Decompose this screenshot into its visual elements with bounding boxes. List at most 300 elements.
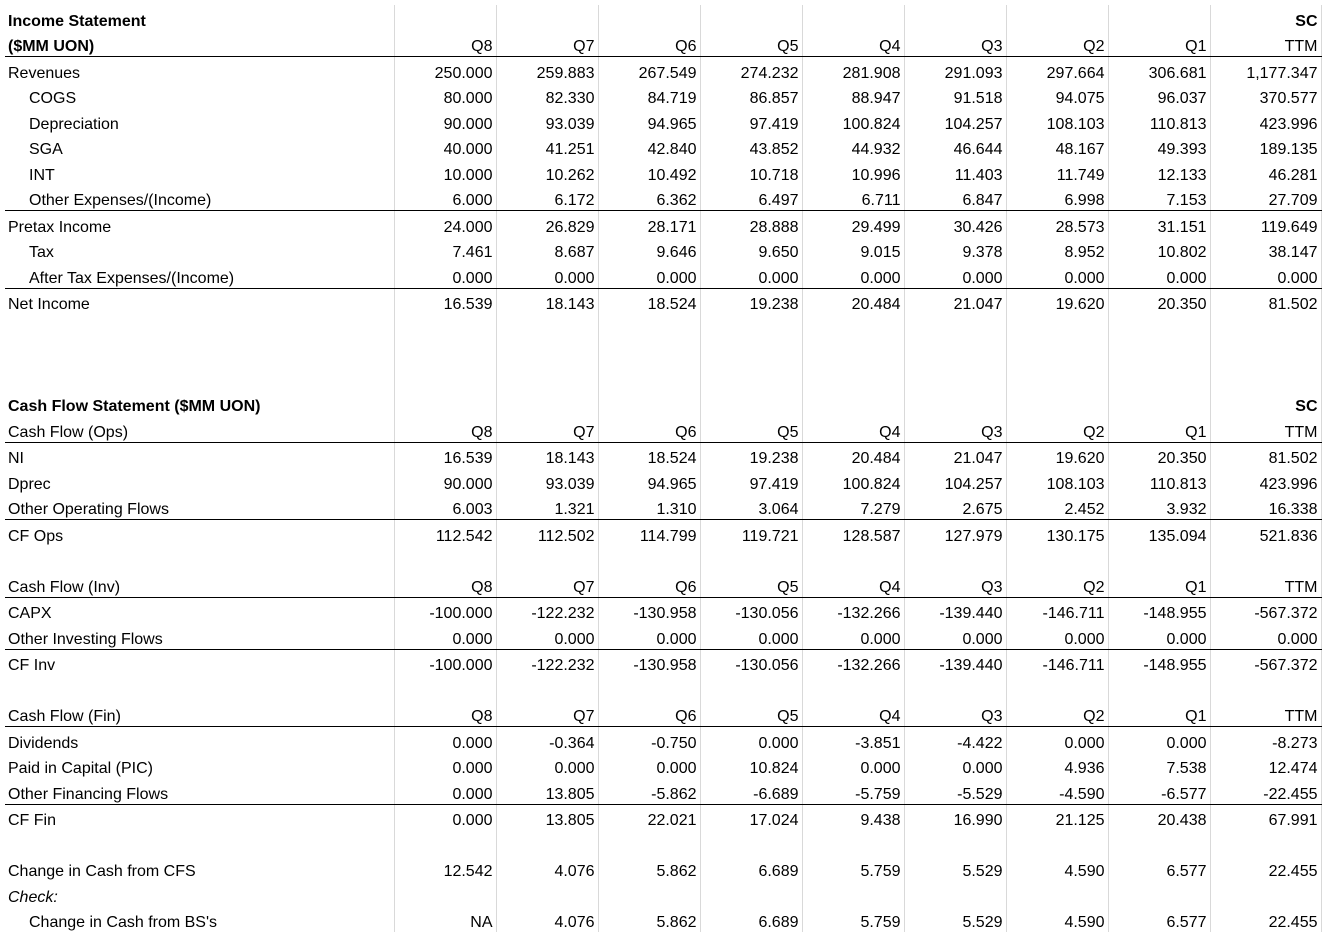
value-cell[interactable]: 128.587 bbox=[802, 520, 904, 546]
column-header[interactable]: Q2 bbox=[1006, 31, 1108, 57]
value-cell[interactable]: 20.484 bbox=[802, 288, 904, 314]
column-header[interactable]: TTM bbox=[1210, 571, 1321, 597]
value-cell[interactable]: 10.000 bbox=[394, 159, 496, 185]
value-cell[interactable]: 67.991 bbox=[1210, 804, 1321, 830]
value-cell[interactable]: 0.000 bbox=[1108, 623, 1210, 649]
value-cell[interactable]: -8.273 bbox=[1210, 727, 1321, 753]
column-header[interactable]: Q1 bbox=[1108, 571, 1210, 597]
value-cell[interactable]: 0.000 bbox=[496, 623, 598, 649]
column-header[interactable]: TTM bbox=[1210, 416, 1321, 442]
empty-cell[interactable] bbox=[700, 340, 802, 366]
empty-cell[interactable] bbox=[700, 5, 802, 31]
row-label[interactable]: INT bbox=[5, 159, 394, 185]
row-label[interactable]: CF Inv bbox=[5, 649, 394, 675]
value-cell[interactable]: 6.711 bbox=[802, 185, 904, 211]
row-label[interactable]: Revenues bbox=[5, 57, 394, 83]
column-header[interactable]: Q6 bbox=[598, 416, 700, 442]
value-cell[interactable]: -5.759 bbox=[802, 778, 904, 804]
value-cell[interactable]: 6.497 bbox=[700, 185, 802, 211]
empty-cell[interactable] bbox=[700, 391, 802, 417]
value-cell[interactable]: 40.000 bbox=[394, 134, 496, 160]
value-cell[interactable]: 20.438 bbox=[1108, 804, 1210, 830]
column-header[interactable]: Q4 bbox=[802, 416, 904, 442]
value-cell[interactable]: 112.542 bbox=[394, 520, 496, 546]
value-cell[interactable]: 250.000 bbox=[394, 57, 496, 83]
empty-cell[interactable] bbox=[1108, 365, 1210, 391]
value-cell[interactable]: 90.000 bbox=[394, 468, 496, 494]
empty-cell[interactable] bbox=[496, 881, 598, 907]
value-cell[interactable]: 6.003 bbox=[394, 494, 496, 520]
empty-cell[interactable] bbox=[802, 314, 904, 340]
value-cell[interactable]: 18.143 bbox=[496, 288, 598, 314]
value-cell[interactable]: -22.455 bbox=[1210, 778, 1321, 804]
value-cell[interactable]: 104.257 bbox=[904, 468, 1006, 494]
row-label[interactable]: Other Financing Flows bbox=[5, 778, 394, 804]
row-label[interactable]: SGA bbox=[5, 134, 394, 160]
value-cell[interactable]: 306.681 bbox=[1108, 57, 1210, 83]
value-cell[interactable]: 370.577 bbox=[1210, 83, 1321, 109]
value-cell[interactable]: 2.675 bbox=[904, 494, 1006, 520]
value-cell[interactable]: 104.257 bbox=[904, 108, 1006, 134]
empty-cell[interactable] bbox=[904, 365, 1006, 391]
empty-cell[interactable] bbox=[496, 675, 598, 701]
empty-cell[interactable] bbox=[1210, 340, 1321, 366]
value-cell[interactable]: 108.103 bbox=[1006, 468, 1108, 494]
empty-cell[interactable] bbox=[1210, 546, 1321, 572]
value-cell[interactable]: 4.590 bbox=[1006, 856, 1108, 882]
row-label[interactable]: CAPX bbox=[5, 597, 394, 623]
value-cell[interactable]: 7.538 bbox=[1108, 753, 1210, 779]
value-cell[interactable]: 110.813 bbox=[1108, 108, 1210, 134]
value-cell[interactable]: 0.000 bbox=[802, 753, 904, 779]
empty-cell[interactable] bbox=[1006, 675, 1108, 701]
value-cell[interactable]: 0.000 bbox=[1108, 727, 1210, 753]
value-cell[interactable]: 267.549 bbox=[598, 57, 700, 83]
value-cell[interactable]: 0.000 bbox=[904, 753, 1006, 779]
row-label[interactable]: CF Ops bbox=[5, 520, 394, 546]
value-cell[interactable]: 46.644 bbox=[904, 134, 1006, 160]
value-cell[interactable]: 80.000 bbox=[394, 83, 496, 109]
value-cell[interactable]: -130.958 bbox=[598, 597, 700, 623]
value-cell[interactable]: 28.171 bbox=[598, 211, 700, 237]
value-cell[interactable]: 4.936 bbox=[1006, 753, 1108, 779]
value-cell[interactable]: -3.851 bbox=[802, 727, 904, 753]
empty-cell[interactable] bbox=[1006, 546, 1108, 572]
empty-cell[interactable] bbox=[394, 881, 496, 907]
value-cell[interactable]: 28.573 bbox=[1006, 211, 1108, 237]
section-header[interactable]: ($MM UON) bbox=[5, 31, 394, 57]
empty-cell[interactable] bbox=[598, 5, 700, 31]
column-header[interactable]: Q7 bbox=[496, 31, 598, 57]
row-label[interactable]: Other Expenses/(Income) bbox=[5, 185, 394, 211]
empty-cell[interactable] bbox=[496, 391, 598, 417]
row-label[interactable]: CF Fin bbox=[5, 804, 394, 830]
value-cell[interactable]: -5.529 bbox=[904, 778, 1006, 804]
value-cell[interactable]: -567.372 bbox=[1210, 649, 1321, 675]
value-cell[interactable]: 12.542 bbox=[394, 856, 496, 882]
value-cell[interactable]: -4.422 bbox=[904, 727, 1006, 753]
value-cell[interactable]: 6.172 bbox=[496, 185, 598, 211]
value-cell[interactable]: 26.829 bbox=[496, 211, 598, 237]
value-cell[interactable]: 20.350 bbox=[1108, 442, 1210, 468]
empty-cell[interactable] bbox=[904, 340, 1006, 366]
section-header[interactable]: Cash Flow (Inv) bbox=[5, 571, 394, 597]
value-cell[interactable]: 13.805 bbox=[496, 804, 598, 830]
column-header[interactable]: TTM bbox=[1210, 701, 1321, 727]
empty-cell[interactable] bbox=[496, 365, 598, 391]
value-cell[interactable]: -122.232 bbox=[496, 649, 598, 675]
row-label[interactable]: Depreciation bbox=[5, 108, 394, 134]
empty-cell[interactable] bbox=[802, 340, 904, 366]
empty-cell[interactable] bbox=[394, 830, 496, 856]
value-cell[interactable]: 7.461 bbox=[394, 237, 496, 263]
value-cell[interactable]: 86.857 bbox=[700, 83, 802, 109]
value-cell[interactable]: 43.852 bbox=[700, 134, 802, 160]
value-cell[interactable]: 94.965 bbox=[598, 468, 700, 494]
row-label[interactable]: NI bbox=[5, 442, 394, 468]
income-statement-title[interactable]: Income Statement bbox=[5, 5, 394, 31]
empty-cell[interactable] bbox=[700, 830, 802, 856]
value-cell[interactable]: 22.455 bbox=[1210, 856, 1321, 882]
sc-label[interactable]: SC bbox=[1210, 391, 1321, 417]
empty-cell[interactable] bbox=[802, 391, 904, 417]
column-header[interactable]: Q7 bbox=[496, 416, 598, 442]
empty-cell[interactable] bbox=[904, 830, 1006, 856]
value-cell[interactable]: 19.238 bbox=[700, 442, 802, 468]
row-label[interactable]: Other Operating Flows bbox=[5, 494, 394, 520]
value-cell[interactable]: -0.364 bbox=[496, 727, 598, 753]
column-header[interactable]: Q5 bbox=[700, 416, 802, 442]
section-header[interactable]: Cash Flow (Fin) bbox=[5, 701, 394, 727]
value-cell[interactable]: -148.955 bbox=[1108, 649, 1210, 675]
value-cell[interactable]: 1,177.347 bbox=[1210, 57, 1321, 83]
empty-cell[interactable] bbox=[1210, 830, 1321, 856]
value-cell[interactable]: 0.000 bbox=[700, 623, 802, 649]
empty-cell[interactable] bbox=[1210, 675, 1321, 701]
value-cell[interactable]: 108.103 bbox=[1006, 108, 1108, 134]
empty-cell[interactable] bbox=[1006, 314, 1108, 340]
empty-cell[interactable] bbox=[700, 881, 802, 907]
value-cell[interactable]: 38.147 bbox=[1210, 237, 1321, 263]
value-cell[interactable]: 9.378 bbox=[904, 237, 1006, 263]
value-cell[interactable]: 7.279 bbox=[802, 494, 904, 520]
value-cell[interactable]: 46.281 bbox=[1210, 159, 1321, 185]
empty-cell[interactable] bbox=[1108, 391, 1210, 417]
value-cell[interactable]: 0.000 bbox=[1006, 727, 1108, 753]
empty-cell[interactable] bbox=[598, 391, 700, 417]
value-cell[interactable]: 5.529 bbox=[904, 907, 1006, 932]
empty-cell[interactable] bbox=[598, 314, 700, 340]
value-cell[interactable]: 0.000 bbox=[904, 623, 1006, 649]
value-cell[interactable]: 0.000 bbox=[1210, 623, 1321, 649]
empty-cell[interactable] bbox=[1108, 340, 1210, 366]
value-cell[interactable]: 135.094 bbox=[1108, 520, 1210, 546]
value-cell[interactable]: -100.000 bbox=[394, 649, 496, 675]
value-cell[interactable]: 11.403 bbox=[904, 159, 1006, 185]
value-cell[interactable]: 119.721 bbox=[700, 520, 802, 546]
value-cell[interactable]: 5.759 bbox=[802, 907, 904, 932]
row-label[interactable]: After Tax Expenses/(Income) bbox=[5, 262, 394, 288]
column-header[interactable]: Q3 bbox=[904, 31, 1006, 57]
empty-cell[interactable] bbox=[1210, 365, 1321, 391]
column-header[interactable]: Q5 bbox=[700, 571, 802, 597]
empty-cell[interactable] bbox=[802, 881, 904, 907]
value-cell[interactable]: 96.037 bbox=[1108, 83, 1210, 109]
value-cell[interactable]: 6.689 bbox=[700, 907, 802, 932]
value-cell[interactable]: -6.689 bbox=[700, 778, 802, 804]
empty-cell[interactable] bbox=[1006, 365, 1108, 391]
value-cell[interactable]: 1.310 bbox=[598, 494, 700, 520]
value-cell[interactable]: 10.262 bbox=[496, 159, 598, 185]
sc-label[interactable]: SC bbox=[1210, 5, 1321, 31]
empty-cell[interactable] bbox=[5, 830, 394, 856]
empty-cell[interactable] bbox=[802, 5, 904, 31]
column-header[interactable]: Q1 bbox=[1108, 416, 1210, 442]
column-header[interactable]: TTM bbox=[1210, 31, 1321, 57]
value-cell[interactable]: 6.847 bbox=[904, 185, 1006, 211]
empty-cell[interactable] bbox=[394, 675, 496, 701]
column-header[interactable]: Q6 bbox=[598, 31, 700, 57]
column-header[interactable]: Q2 bbox=[1006, 571, 1108, 597]
empty-cell[interactable] bbox=[1108, 675, 1210, 701]
row-label[interactable]: Paid in Capital (PIC) bbox=[5, 753, 394, 779]
empty-cell[interactable] bbox=[1108, 830, 1210, 856]
value-cell[interactable]: 281.908 bbox=[802, 57, 904, 83]
value-cell[interactable]: 5.759 bbox=[802, 856, 904, 882]
column-header[interactable]: Q6 bbox=[598, 571, 700, 597]
row-label[interactable]: Other Investing Flows bbox=[5, 623, 394, 649]
empty-cell[interactable] bbox=[802, 830, 904, 856]
column-header[interactable]: Q3 bbox=[904, 416, 1006, 442]
value-cell[interactable]: 12.474 bbox=[1210, 753, 1321, 779]
empty-cell[interactable] bbox=[5, 546, 394, 572]
value-cell[interactable]: 16.539 bbox=[394, 288, 496, 314]
empty-cell[interactable] bbox=[394, 365, 496, 391]
value-cell[interactable]: 81.502 bbox=[1210, 442, 1321, 468]
value-cell[interactable]: 97.419 bbox=[700, 468, 802, 494]
value-cell[interactable]: 4.076 bbox=[496, 907, 598, 932]
value-cell[interactable]: 13.805 bbox=[496, 778, 598, 804]
empty-cell[interactable] bbox=[496, 5, 598, 31]
value-cell[interactable]: 9.438 bbox=[802, 804, 904, 830]
empty-cell[interactable] bbox=[700, 314, 802, 340]
empty-cell[interactable] bbox=[904, 391, 1006, 417]
empty-cell[interactable] bbox=[1108, 5, 1210, 31]
row-label[interactable]: Change in Cash from BS's bbox=[5, 907, 394, 932]
value-cell[interactable]: 0.000 bbox=[700, 727, 802, 753]
value-cell[interactable]: 30.426 bbox=[904, 211, 1006, 237]
row-label[interactable]: Pretax Income bbox=[5, 211, 394, 237]
empty-cell[interactable] bbox=[5, 365, 394, 391]
value-cell[interactable]: 0.000 bbox=[496, 753, 598, 779]
value-cell[interactable]: 21.047 bbox=[904, 442, 1006, 468]
value-cell[interactable]: 423.996 bbox=[1210, 108, 1321, 134]
value-cell[interactable]: 11.749 bbox=[1006, 159, 1108, 185]
value-cell[interactable]: 0.000 bbox=[394, 727, 496, 753]
value-cell[interactable]: 18.524 bbox=[598, 442, 700, 468]
column-header[interactable]: Q4 bbox=[802, 571, 904, 597]
value-cell[interactable]: 19.620 bbox=[1006, 442, 1108, 468]
empty-cell[interactable] bbox=[496, 546, 598, 572]
value-cell[interactable]: 6.577 bbox=[1108, 907, 1210, 932]
value-cell[interactable]: 24.000 bbox=[394, 211, 496, 237]
value-cell[interactable]: 81.502 bbox=[1210, 288, 1321, 314]
value-cell[interactable]: 94.965 bbox=[598, 108, 700, 134]
value-cell[interactable]: -5.862 bbox=[598, 778, 700, 804]
column-header[interactable]: Q8 bbox=[394, 31, 496, 57]
value-cell[interactable]: 12.133 bbox=[1108, 159, 1210, 185]
column-header[interactable]: Q8 bbox=[394, 571, 496, 597]
value-cell[interactable]: 0.000 bbox=[394, 753, 496, 779]
value-cell[interactable]: 18.143 bbox=[496, 442, 598, 468]
column-header[interactable]: Q2 bbox=[1006, 701, 1108, 727]
value-cell[interactable]: 7.153 bbox=[1108, 185, 1210, 211]
value-cell[interactable]: 19.620 bbox=[1006, 288, 1108, 314]
value-cell[interactable]: 19.238 bbox=[700, 288, 802, 314]
value-cell[interactable]: 8.952 bbox=[1006, 237, 1108, 263]
value-cell[interactable]: 48.167 bbox=[1006, 134, 1108, 160]
column-header[interactable]: Q2 bbox=[1006, 416, 1108, 442]
empty-cell[interactable] bbox=[1108, 546, 1210, 572]
value-cell[interactable]: 93.039 bbox=[496, 108, 598, 134]
value-cell[interactable]: -130.958 bbox=[598, 649, 700, 675]
empty-cell[interactable] bbox=[802, 675, 904, 701]
value-cell[interactable]: 22.021 bbox=[598, 804, 700, 830]
value-cell[interactable]: 6.998 bbox=[1006, 185, 1108, 211]
value-cell[interactable]: 90.000 bbox=[394, 108, 496, 134]
value-cell[interactable]: 10.996 bbox=[802, 159, 904, 185]
value-cell[interactable]: 127.979 bbox=[904, 520, 1006, 546]
value-cell[interactable]: 274.232 bbox=[700, 57, 802, 83]
row-label[interactable]: Change in Cash from CFS bbox=[5, 856, 394, 882]
value-cell[interactable]: 0.000 bbox=[904, 262, 1006, 288]
value-cell[interactable]: 49.393 bbox=[1108, 134, 1210, 160]
value-cell[interactable]: -130.056 bbox=[700, 597, 802, 623]
value-cell[interactable]: 4.076 bbox=[496, 856, 598, 882]
value-cell[interactable]: 94.075 bbox=[1006, 83, 1108, 109]
value-cell[interactable]: 3.064 bbox=[700, 494, 802, 520]
empty-cell[interactable] bbox=[5, 675, 394, 701]
value-cell[interactable]: 97.419 bbox=[700, 108, 802, 134]
value-cell[interactable]: 0.000 bbox=[598, 753, 700, 779]
value-cell[interactable]: 0.000 bbox=[394, 262, 496, 288]
value-cell[interactable]: 8.687 bbox=[496, 237, 598, 263]
empty-cell[interactable] bbox=[394, 314, 496, 340]
column-header[interactable]: Q3 bbox=[904, 571, 1006, 597]
value-cell[interactable]: -146.711 bbox=[1006, 597, 1108, 623]
value-cell[interactable]: 5.529 bbox=[904, 856, 1006, 882]
value-cell[interactable]: 6.577 bbox=[1108, 856, 1210, 882]
value-cell[interactable]: 1.321 bbox=[496, 494, 598, 520]
empty-cell[interactable] bbox=[700, 675, 802, 701]
value-cell[interactable]: 10.802 bbox=[1108, 237, 1210, 263]
value-cell[interactable]: 29.499 bbox=[802, 211, 904, 237]
value-cell[interactable]: 110.813 bbox=[1108, 468, 1210, 494]
value-cell[interactable]: 112.502 bbox=[496, 520, 598, 546]
value-cell[interactable]: 42.840 bbox=[598, 134, 700, 160]
empty-cell[interactable] bbox=[1210, 881, 1321, 907]
cash-flow-title[interactable]: Cash Flow Statement ($MM UON) bbox=[5, 391, 394, 417]
empty-cell[interactable] bbox=[598, 340, 700, 366]
value-cell[interactable]: 91.518 bbox=[904, 83, 1006, 109]
value-cell[interactable]: 16.539 bbox=[394, 442, 496, 468]
value-cell[interactable]: 41.251 bbox=[496, 134, 598, 160]
value-cell[interactable]: 0.000 bbox=[1108, 262, 1210, 288]
empty-cell[interactable] bbox=[598, 830, 700, 856]
empty-cell[interactable] bbox=[598, 365, 700, 391]
value-cell[interactable]: 4.590 bbox=[1006, 907, 1108, 932]
value-cell[interactable]: -146.711 bbox=[1006, 649, 1108, 675]
value-cell[interactable]: 16.990 bbox=[904, 804, 1006, 830]
value-cell[interactable]: -130.056 bbox=[700, 649, 802, 675]
value-cell[interactable]: 21.125 bbox=[1006, 804, 1108, 830]
empty-cell[interactable] bbox=[1108, 881, 1210, 907]
empty-cell[interactable] bbox=[598, 546, 700, 572]
empty-cell[interactable] bbox=[802, 546, 904, 572]
column-header[interactable]: Q7 bbox=[496, 571, 598, 597]
value-cell[interactable]: 9.015 bbox=[802, 237, 904, 263]
empty-cell[interactable] bbox=[394, 340, 496, 366]
value-cell[interactable]: 9.650 bbox=[700, 237, 802, 263]
value-cell[interactable]: 6.000 bbox=[394, 185, 496, 211]
value-cell[interactable]: 10.492 bbox=[598, 159, 700, 185]
value-cell[interactable]: 0.000 bbox=[802, 623, 904, 649]
value-cell[interactable]: -139.440 bbox=[904, 649, 1006, 675]
value-cell[interactable]: 5.862 bbox=[598, 907, 700, 932]
row-label[interactable]: Tax bbox=[5, 237, 394, 263]
empty-cell[interactable] bbox=[5, 314, 394, 340]
value-cell[interactable]: 0.000 bbox=[394, 623, 496, 649]
empty-cell[interactable] bbox=[1006, 340, 1108, 366]
row-label[interactable]: Dprec bbox=[5, 468, 394, 494]
value-cell[interactable]: 28.888 bbox=[700, 211, 802, 237]
value-cell[interactable]: 114.799 bbox=[598, 520, 700, 546]
column-header[interactable]: Q7 bbox=[496, 701, 598, 727]
value-cell[interactable]: 10.718 bbox=[700, 159, 802, 185]
value-cell[interactable]: 20.350 bbox=[1108, 288, 1210, 314]
empty-cell[interactable] bbox=[496, 340, 598, 366]
column-header[interactable]: Q5 bbox=[700, 701, 802, 727]
value-cell[interactable]: -139.440 bbox=[904, 597, 1006, 623]
value-cell[interactable]: -132.266 bbox=[802, 597, 904, 623]
empty-cell[interactable] bbox=[802, 365, 904, 391]
value-cell[interactable]: 93.039 bbox=[496, 468, 598, 494]
value-cell[interactable]: 0.000 bbox=[802, 262, 904, 288]
value-cell[interactable]: NA bbox=[394, 907, 496, 932]
value-cell[interactable]: 44.932 bbox=[802, 134, 904, 160]
value-cell[interactable]: 5.862 bbox=[598, 856, 700, 882]
value-cell[interactable]: 21.047 bbox=[904, 288, 1006, 314]
value-cell[interactable]: 6.362 bbox=[598, 185, 700, 211]
empty-cell[interactable] bbox=[394, 5, 496, 31]
empty-cell[interactable] bbox=[904, 675, 1006, 701]
value-cell[interactable]: -148.955 bbox=[1108, 597, 1210, 623]
value-cell[interactable]: 297.664 bbox=[1006, 57, 1108, 83]
value-cell[interactable]: 423.996 bbox=[1210, 468, 1321, 494]
value-cell[interactable]: 18.524 bbox=[598, 288, 700, 314]
empty-cell[interactable] bbox=[904, 546, 1006, 572]
column-header[interactable]: Q1 bbox=[1108, 701, 1210, 727]
column-header[interactable]: Q8 bbox=[394, 701, 496, 727]
empty-cell[interactable] bbox=[496, 830, 598, 856]
column-header[interactable]: Q4 bbox=[802, 701, 904, 727]
value-cell[interactable]: -122.232 bbox=[496, 597, 598, 623]
empty-cell[interactable] bbox=[1108, 314, 1210, 340]
empty-cell[interactable] bbox=[1210, 314, 1321, 340]
value-cell[interactable]: 0.000 bbox=[1210, 262, 1321, 288]
value-cell[interactable]: 291.093 bbox=[904, 57, 1006, 83]
value-cell[interactable]: 17.024 bbox=[700, 804, 802, 830]
